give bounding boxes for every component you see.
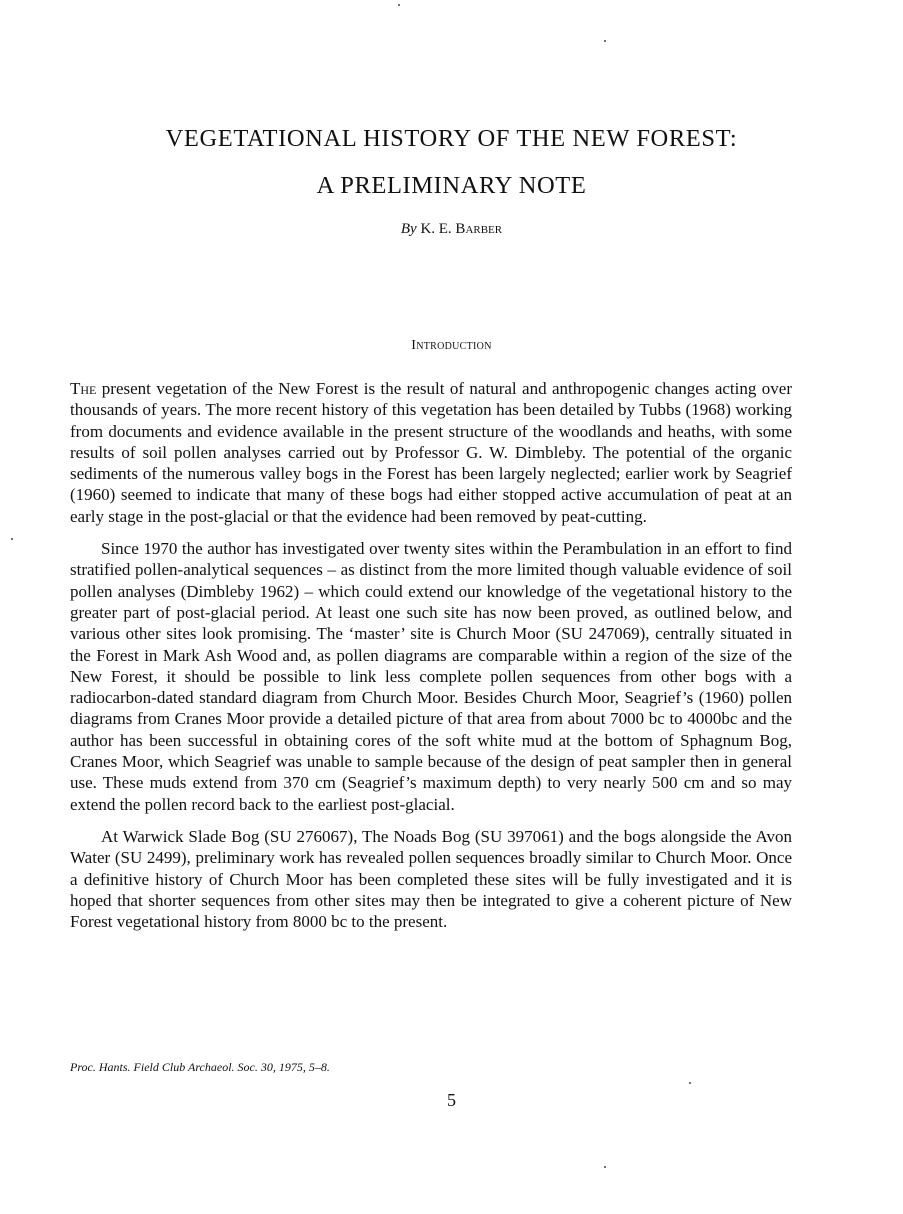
page-number: 5 <box>447 1090 456 1110</box>
paragraph-1-text: present vegetation of the New Forest is the result of natural and anthropogenic changes acting over thousands of years. The more recent history of this vegetation has been detailed by Tubbs (1968) working from documents and evidence available in the present structure of the woodlands and heaths, with some results of soil pollen analyses carried out by Professor G. W. Dimbleby. The potential of the organic sediments of the numerous valley bogs in the Forest has been largely neglected; earlier work by Seagrief (1960) seemed to indicate that many of these bogs had either stopped active accumulation of peat at an early stage in the post-glacial or that the evidence had been removed by peat-cutting. <box>70 379 792 526</box>
author-name: K. E. Barber <box>420 221 503 237</box>
paragraph-lead-word: The <box>70 379 97 398</box>
scan-speck <box>604 40 606 42</box>
scan-speck <box>11 538 13 540</box>
article-body <box>70 378 792 943</box>
paragraph-3: At Warwick Slade Bog (SU 276067), The Noads Bog (SU 397061) and the bogs alongside the Avon Water (SU 2499), preliminary work has revealed pollen sequences broadly similar to Church Moor. Once a definitive history of Church Moor has been completed these sites will be fully investigated and it is hoped that shorter sequences from other sites may then be integrated to give a coherent picture of New Forest vegetational history from 8000 bc to the present. <box>70 826 792 932</box>
paragraph-2: Since 1970 the author has investigated over twenty sites within the Perambulation in an effort to find stratified pollen-analytical sequences – as distinct from the more limited though valuable evidence of soil pollen analyses (Dimbleby 1962) – which could extend our knowledge of the vegetational history to the greater part of post-glacial period. At least one such site has now been proved, as outlined below, and various other sites look promising. The ‘master’ site is Church Moor (SU 247069), centrally situated in the Forest in Mark Ash Wood and, as pollen diagrams are comparable within a region of the size of the New Forest, it should be possible to link less complete pollen sequences from other bogs with a radiocarbon-dated standard diagram from Church Moor. Besides Church Moor, Seagrief’s (1960) pollen diagrams from Cranes Moor provide a detailed picture of that area from about 7000 bc to 4000bc and the author has been successful in obtaining cores of the soft white mud at the bottom of Sphagnum Bog, Cranes Moor, which Seagrief was unable to sample because of the design of peat sampler then in general use. These muds extend from 370 cm (Seagrief’s maximum depth) to very nearly 500 cm and so may extend the pollen record back to the earliest post-glacial. <box>70 539 792 814</box>
paragraph-1 <box>70 378 792 527</box>
section-heading-introduction: Introduction <box>411 338 492 353</box>
article-title-line-1: VEGETATIONAL HISTORY OF THE NEW FOREST: <box>165 125 738 152</box>
citation-footnote: Proc. Hants. Field Club Archaeol. Soc. 30, 1975, 5–8. <box>70 1060 330 1074</box>
byline-prefix: By <box>400 221 417 237</box>
byline <box>0 219 903 239</box>
scan-speck <box>398 4 400 6</box>
article-title-line-2: A PRELIMINARY NOTE <box>316 172 587 199</box>
scan-speck <box>604 1166 606 1168</box>
scan-speck <box>689 1082 691 1084</box>
